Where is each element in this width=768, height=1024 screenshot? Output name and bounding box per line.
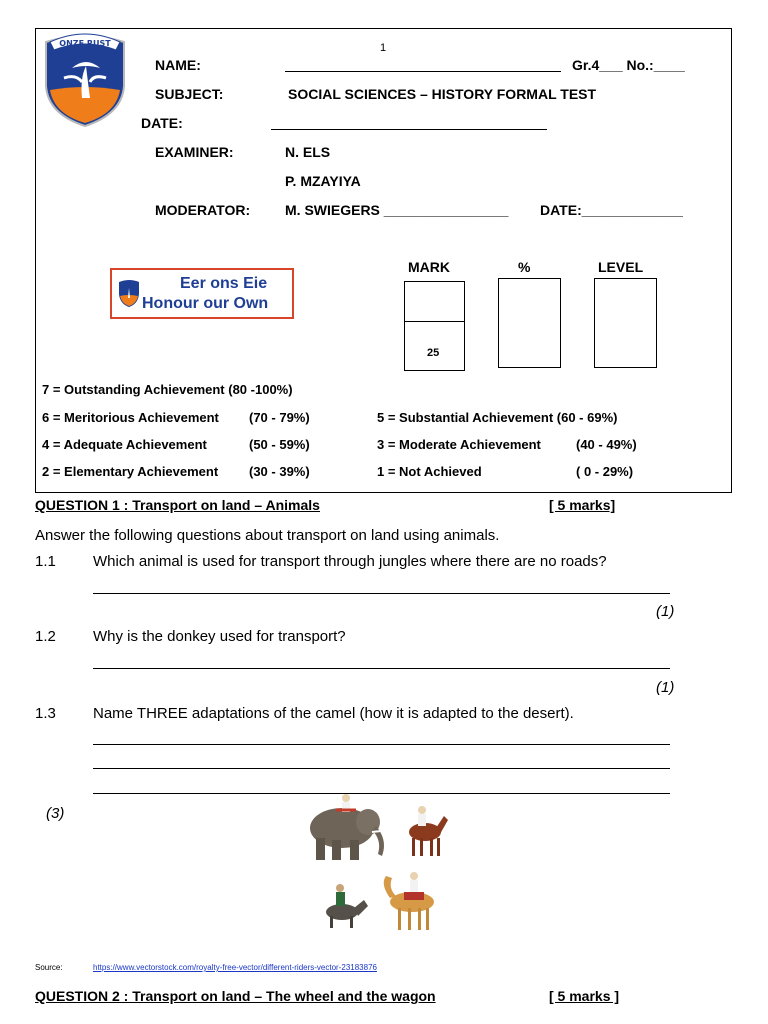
horse-rider-icon bbox=[409, 806, 448, 856]
mark-total: 25 bbox=[427, 347, 440, 359]
q1-3-num: 1.3 bbox=[35, 705, 56, 722]
motto-banner bbox=[110, 268, 294, 319]
examiner-label: EXAMINER: bbox=[155, 144, 234, 160]
level-4-range: (50 - 59%) bbox=[249, 437, 310, 452]
level-1: 1 = Not Achieved bbox=[377, 464, 482, 479]
q1-1-text: Which animal is used for transport through jungles where there are no roads? bbox=[93, 553, 607, 570]
q1-3-answer-line-2[interactable] bbox=[93, 754, 670, 769]
level-label: LEVEL bbox=[598, 259, 644, 275]
level-7: 7 = Outstanding Achievement (80 -100%) bbox=[42, 382, 293, 397]
level-2: 2 = Elementary Achievement bbox=[42, 464, 219, 479]
examiner-1: N. ELS bbox=[285, 144, 331, 160]
level-6-range: (70 - 79%) bbox=[249, 410, 310, 425]
q1-2-text: Why is the donkey used for transport? bbox=[93, 628, 346, 645]
source-label: Source: bbox=[35, 963, 63, 972]
q1-1-answer-line[interactable] bbox=[93, 578, 670, 594]
subject-value: SOCIAL SCIENCES – HISTORY FORMAL TEST bbox=[288, 86, 597, 102]
small-crest-icon bbox=[118, 278, 140, 308]
q1-1-num: 1.1 bbox=[35, 553, 56, 570]
motto-line2: Honour our Own bbox=[142, 295, 269, 312]
percent-box[interactable] bbox=[498, 278, 561, 368]
mark-label: MARK bbox=[408, 259, 450, 275]
name-line[interactable] bbox=[285, 56, 561, 72]
level-3-range: (40 - 49%) bbox=[576, 437, 637, 452]
donkey-rider-icon bbox=[326, 884, 368, 928]
percent-label: % bbox=[518, 259, 531, 275]
name-label: NAME: bbox=[155, 57, 201, 73]
source-link[interactable]: https://www.vectorstock.com/royalty-free-vector/different-riders-vector-23183876 bbox=[93, 963, 377, 972]
q1-2-answer-line[interactable] bbox=[93, 653, 670, 669]
moderator-label: MODERATOR: bbox=[155, 202, 251, 218]
mark-box[interactable] bbox=[404, 281, 465, 322]
q1-3-text: Name THREE adaptations of the camel (how it is adapted to the desert). bbox=[93, 705, 574, 722]
question1-title: QUESTION 1 : Transport on land – Animals bbox=[35, 497, 320, 513]
level-2-range: (30 - 39%) bbox=[249, 464, 310, 479]
crest-text: ONZE RUST bbox=[59, 39, 111, 48]
level-4: 4 = Adequate Achievement bbox=[42, 437, 207, 452]
motto-line1: Eer ons Eie bbox=[180, 275, 268, 292]
moderator-value: M. SWIEGERS ________________ bbox=[285, 202, 509, 218]
level-5: 5 = Substantial Achievement (60 - 69%) bbox=[377, 410, 618, 425]
elephant-rider-icon bbox=[310, 794, 390, 860]
question1-marks: [ 5 marks] bbox=[549, 497, 616, 513]
page-number: 1 bbox=[380, 42, 387, 54]
q1-2-marks: (1) bbox=[656, 679, 675, 696]
q1-3-answer-line-1[interactable] bbox=[93, 730, 670, 745]
school-crest-icon bbox=[42, 28, 128, 128]
question2-title: QUESTION 2 : Transport on land – The wheel and the wagon bbox=[35, 988, 436, 1004]
q1-1-marks: (1) bbox=[656, 603, 675, 620]
subject-label: SUBJECT: bbox=[155, 86, 224, 102]
q1-3-marks: (3) bbox=[46, 805, 65, 822]
total-box bbox=[404, 321, 465, 371]
level-6: 6 = Meritorious Achievement bbox=[42, 410, 219, 425]
moderator-date: DATE:_____________ bbox=[540, 202, 683, 218]
date-label: DATE: bbox=[141, 115, 183, 131]
date-line[interactable] bbox=[271, 114, 547, 130]
examiner-2: P. MZAYIYA bbox=[285, 173, 361, 189]
level-1-range: ( 0 - 29%) bbox=[576, 464, 634, 479]
q1-2-num: 1.2 bbox=[35, 628, 56, 645]
level-box[interactable] bbox=[594, 278, 657, 368]
riders-illustration bbox=[300, 780, 460, 935]
question2-marks: [ 5 marks ] bbox=[549, 988, 620, 1004]
question1-intro: Answer the following questions about transport on land using animals. bbox=[35, 527, 500, 544]
grade-label: Gr.4___ No.:____ bbox=[572, 57, 685, 73]
camel-rider-icon bbox=[384, 872, 434, 930]
level-3: 3 = Moderate Achievement bbox=[377, 437, 541, 452]
